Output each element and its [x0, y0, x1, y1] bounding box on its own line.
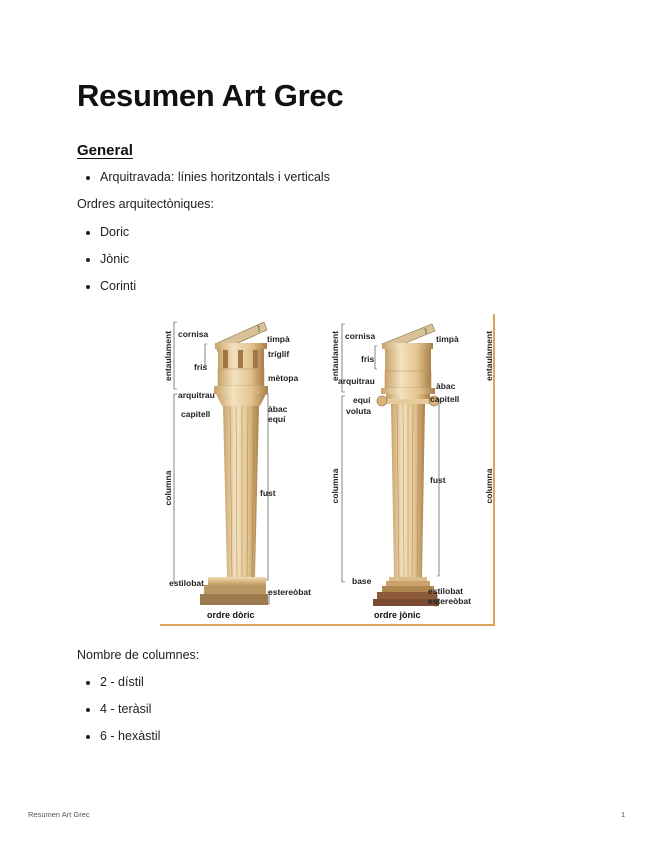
- ionic-stylobate-label: estilobat: [428, 586, 463, 596]
- doric-column-label: columna: [163, 470, 173, 506]
- ionic-base-label: base: [352, 576, 372, 586]
- ionic-entablature-right-label: entaulament: [484, 330, 494, 382]
- ionic-cornice-label: cornisa: [345, 331, 376, 341]
- ionic-volute-label: voluta: [346, 406, 372, 416]
- doric-architrave-label: arquitrau: [178, 390, 215, 400]
- doric-shaft-label: fust: [260, 488, 276, 498]
- doric-abacus-label: àbac: [268, 404, 288, 414]
- ionic-capital-label: capitell: [430, 394, 460, 404]
- orders-illustration: [160, 314, 495, 626]
- ionic-column-right-label: columna: [484, 468, 494, 504]
- columns-intro: Nombre de columnes:: [77, 648, 200, 662]
- ionic-column-left-label: columna: [330, 468, 340, 504]
- list-item: Doric: [77, 225, 136, 252]
- ionic-entablature-left-label: entaulament: [330, 330, 340, 382]
- general-bullet-list: [77, 170, 330, 197]
- doric-pediment-label: timpà: [267, 334, 290, 344]
- document-title: Resumen Art Grec: [77, 78, 344, 113]
- doric-column-drawing: [163, 322, 311, 620]
- ionic-frieze-label: fris: [361, 354, 375, 364]
- list-item: 4 - teràsil: [77, 702, 160, 729]
- section-heading-general: General: [77, 142, 133, 159]
- doric-frieze-label: fris: [194, 362, 208, 372]
- doric-stereobate-label: estereòbat: [268, 587, 311, 597]
- list-item: 2 - dístil: [77, 675, 160, 702]
- ionic-caption: ordre jònic: [374, 610, 421, 620]
- greek-orders-diagram: [160, 314, 495, 626]
- footer-document-title: Resumen Art Grec: [28, 810, 90, 819]
- ionic-architrave-label: arquitrau: [338, 376, 375, 386]
- columns-list: [77, 675, 160, 756]
- doric-cornice-label: cornisa: [178, 329, 209, 339]
- doric-metope-label: mètopa: [268, 373, 299, 383]
- list-item: Jònic: [77, 252, 136, 279]
- ionic-stereobate-label: estereòbat: [428, 596, 471, 606]
- footer-page-number: 1: [621, 810, 626, 819]
- doric-caption: ordre dòric: [207, 610, 255, 620]
- orders-list: [77, 225, 136, 306]
- doric-triglyph-label: tríglif: [268, 349, 290, 359]
- doric-entablature-label: entaulament: [163, 330, 173, 382]
- doric-echinus-label: equí: [268, 414, 286, 424]
- ionic-column-drawing: [330, 324, 494, 620]
- ionic-pediment-label: timpà: [436, 334, 459, 344]
- list-item: 6 - hexàstil: [77, 729, 160, 756]
- list-item: Corinti: [77, 279, 136, 306]
- ionic-abacus-label: àbac: [436, 381, 456, 391]
- doric-capital-label: capitell: [181, 409, 211, 419]
- list-item: Arquitravada: línies horitzontals i verticals: [77, 170, 330, 197]
- doric-stylobate-label: estilobat: [169, 578, 204, 588]
- ionic-echinus-label: equí: [353, 395, 371, 405]
- orders-intro: Ordres arquitectòniques:: [77, 197, 214, 211]
- ionic-shaft-label: fust: [430, 475, 446, 485]
